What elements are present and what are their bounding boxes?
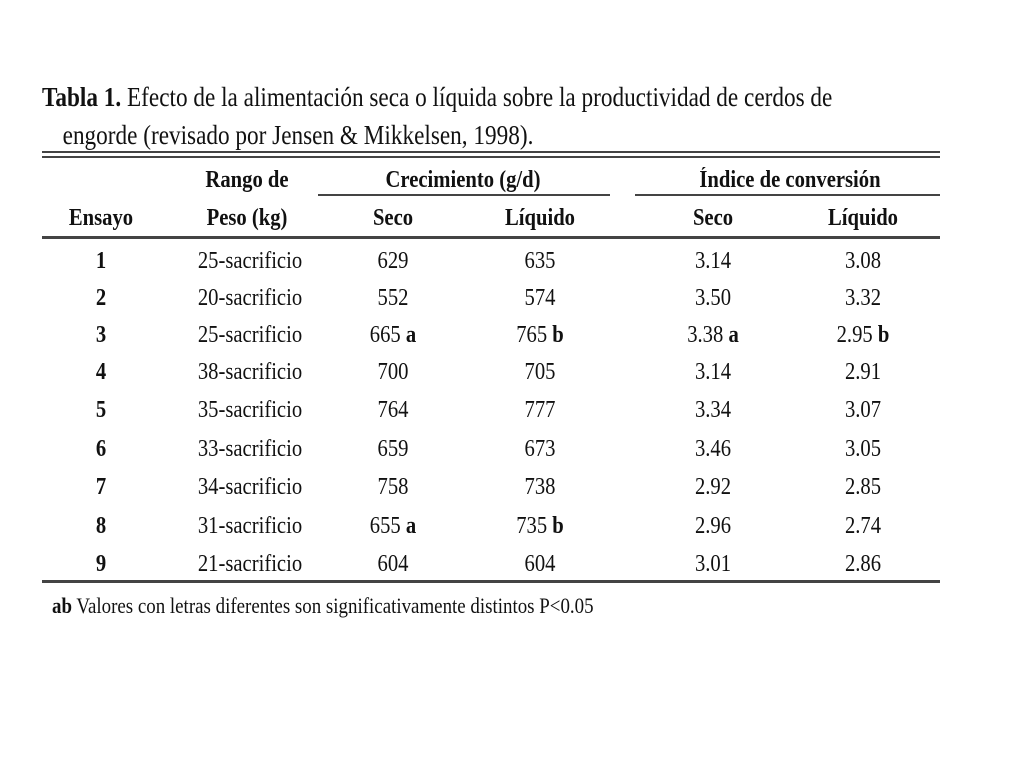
cell-crec-seco [350,283,436,313]
significance-mark: a [405,322,417,348]
cell-ensayo-value: 1 [95,248,107,274]
cell-ind-seco-value: 3.38 [687,322,724,348]
cell-ind-liquido [816,246,911,276]
cell-ind-liquido-value: 2.86 [844,551,882,577]
cell-rango-value: 25-sacrificio [197,248,303,274]
cell-ind-liquido [816,549,911,579]
cell-ind-seco-value: 3.34 [694,397,732,423]
cell-ensayo [54,395,149,425]
cell-ind-liquido-value: 2.95 [836,322,873,348]
significance-mark: b [552,513,564,539]
cell-rango [181,320,319,350]
cell-ind-liquido [816,320,911,350]
cell-rango [181,511,319,541]
header-crec-seco: Seco [372,205,414,231]
cell-crec-seco-value: 552 [377,285,409,311]
cell-rango-value: 38-sacrificio [197,359,303,385]
header-ind-liquido: Líquido [827,205,898,231]
cell-rango-value: 34-sacrificio [197,474,303,500]
cell-ind-liquido [816,357,911,387]
cell-ind-liquido-value: 2.74 [844,513,882,539]
cell-ind-seco [670,283,756,313]
table-caption [42,78,833,154]
cell-ind-seco-value: 3.14 [694,248,732,274]
footnote-key: ab [52,593,72,618]
cell-rango [181,472,319,502]
cell-ind-liquido [816,395,911,425]
header-rango-line2: Peso (kg) [206,205,288,231]
cell-ensayo [54,549,149,579]
cell-crec-seco-value: 629 [377,248,409,274]
header-crec-liquido: Líquido [504,205,575,231]
cell-crec-liquido [493,511,588,541]
cell-ind-seco-value: 3.01 [694,551,732,577]
cell-rango-value: 35-sacrificio [197,397,303,423]
cell-ensayo-value: 4 [95,359,107,385]
cell-crec-seco [350,357,436,387]
cell-ind-seco-value: 2.96 [694,513,732,539]
cell-crec-liquido-value: 673 [524,436,556,462]
cell-ind-seco-value: 3.14 [694,359,732,385]
cell-crec-liquido-value: 604 [524,551,556,577]
cell-rango-value: 20-sacrificio [197,285,303,311]
cell-rango-value: 31-sacrificio [197,513,303,539]
cell-ensayo [54,357,149,387]
header-indice-conversion: Índice de conversión [699,167,881,193]
cell-crec-liquido [493,395,588,425]
cell-ind-liquido [816,283,911,313]
cell-crec-seco-value: 655 [369,513,401,539]
significance-mark: b [552,322,564,348]
cell-ind-seco [670,320,756,350]
cell-ind-seco [670,511,756,541]
cell-rango [181,549,319,579]
cell-ind-liquido-value: 3.07 [844,397,882,423]
header-crecimiento: Crecimiento (g/d) [385,167,541,193]
cell-crec-seco [350,549,436,579]
cell-rango-value: 21-sacrificio [197,551,303,577]
cell-rango [181,283,319,313]
cell-crec-seco [350,472,436,502]
cell-ensayo-value: 5 [95,397,107,423]
cell-rango-value: 25-sacrificio [197,322,303,348]
cell-crec-seco-value: 758 [377,474,409,500]
significance-mark: a [405,513,417,539]
cell-crec-seco-value: 665 [369,322,401,348]
cell-crec-liquido [493,283,588,313]
cell-rango-value: 33-sacrificio [197,436,303,462]
cell-rango [181,434,319,464]
cell-ensayo [54,434,149,464]
cell-crec-liquido [493,549,588,579]
cell-ind-seco-value: 3.50 [694,285,732,311]
cell-ensayo-value: 9 [95,551,107,577]
cell-ind-liquido [816,511,911,541]
cell-ind-seco-value: 3.46 [694,436,732,462]
cell-crec-seco-value: 700 [377,359,409,385]
cell-ensayo [54,246,149,276]
significance-mark: b [877,322,890,348]
header-ensayo: Ensayo [68,205,134,231]
cell-crec-liquido [493,434,588,464]
cell-ensayo-value: 6 [95,436,107,462]
cell-crec-liquido [493,246,588,276]
cell-ind-seco [670,549,756,579]
cell-crec-liquido [493,320,588,350]
caption-line-1 [42,78,833,116]
cell-ensayo-value: 7 [95,474,107,500]
table-top-rule [42,151,940,153]
table-bottom-rule [42,580,940,583]
cell-crec-seco [350,246,436,276]
caption-line-2: engorde (revisado por Jensen & Mikkelsen, 1998). [62,120,534,150]
header-rango-line1: Rango de [205,167,289,193]
cell-ind-seco [670,357,756,387]
cell-ind-liquido [816,472,911,502]
table-top-rule-double [42,156,940,158]
cell-crec-seco [350,395,436,425]
cell-ind-seco [670,246,756,276]
cell-crec-seco [350,511,436,541]
cell-crec-liquido-value: 738 [524,474,556,500]
cell-ind-seco [670,472,756,502]
cell-crec-seco-value: 659 [377,436,409,462]
footnote-text: Valores con letras diferentes son significativamente distintos P<0.05 [71,593,594,618]
cell-ensayo-value: 2 [95,285,107,311]
cell-ind-liquido-value: 3.05 [844,436,882,462]
cell-crec-liquido-value: 765 [516,322,548,348]
caption-text: Efecto de la alimentación seca o líquida sobre la productividad de cerdos de [121,82,833,112]
cell-ind-liquido-value: 2.85 [844,474,882,500]
cell-crec-liquido-value: 735 [516,513,548,539]
cell-crec-liquido [493,357,588,387]
cell-ind-seco [670,434,756,464]
cell-ind-liquido-value: 3.32 [844,285,882,311]
cell-ind-seco [670,395,756,425]
cell-ensayo [54,283,149,313]
cell-crec-liquido-value: 777 [524,397,556,423]
header-bottom-rule [42,236,940,239]
cell-rango [181,246,319,276]
cell-crec-seco-value: 764 [377,397,409,423]
cell-crec-seco-value: 604 [377,551,409,577]
cell-crec-liquido-value: 574 [524,285,556,311]
significance-mark: a [728,322,739,348]
cell-ind-seco-value: 2.92 [694,474,732,500]
cell-ind-liquido [816,434,911,464]
cell-rango [181,395,319,425]
cell-ind-liquido-value: 2.91 [844,359,882,385]
cell-ensayo [54,511,149,541]
cell-ensayo-value: 3 [95,322,107,348]
cell-ensayo [54,320,149,350]
cell-crec-liquido [493,472,588,502]
cell-rango [181,357,319,387]
cell-ensayo-value: 8 [95,513,107,539]
cell-crec-seco [350,434,436,464]
cell-crec-liquido-value: 635 [524,248,556,274]
header-ind-seco: Seco [692,205,734,231]
cell-crec-seco [350,320,436,350]
caption-label: Tabla 1. [42,82,122,112]
cell-ind-liquido-value: 3.08 [844,248,882,274]
table-footnote [52,592,594,620]
cell-ensayo [54,472,149,502]
cell-crec-liquido-value: 705 [524,359,556,385]
